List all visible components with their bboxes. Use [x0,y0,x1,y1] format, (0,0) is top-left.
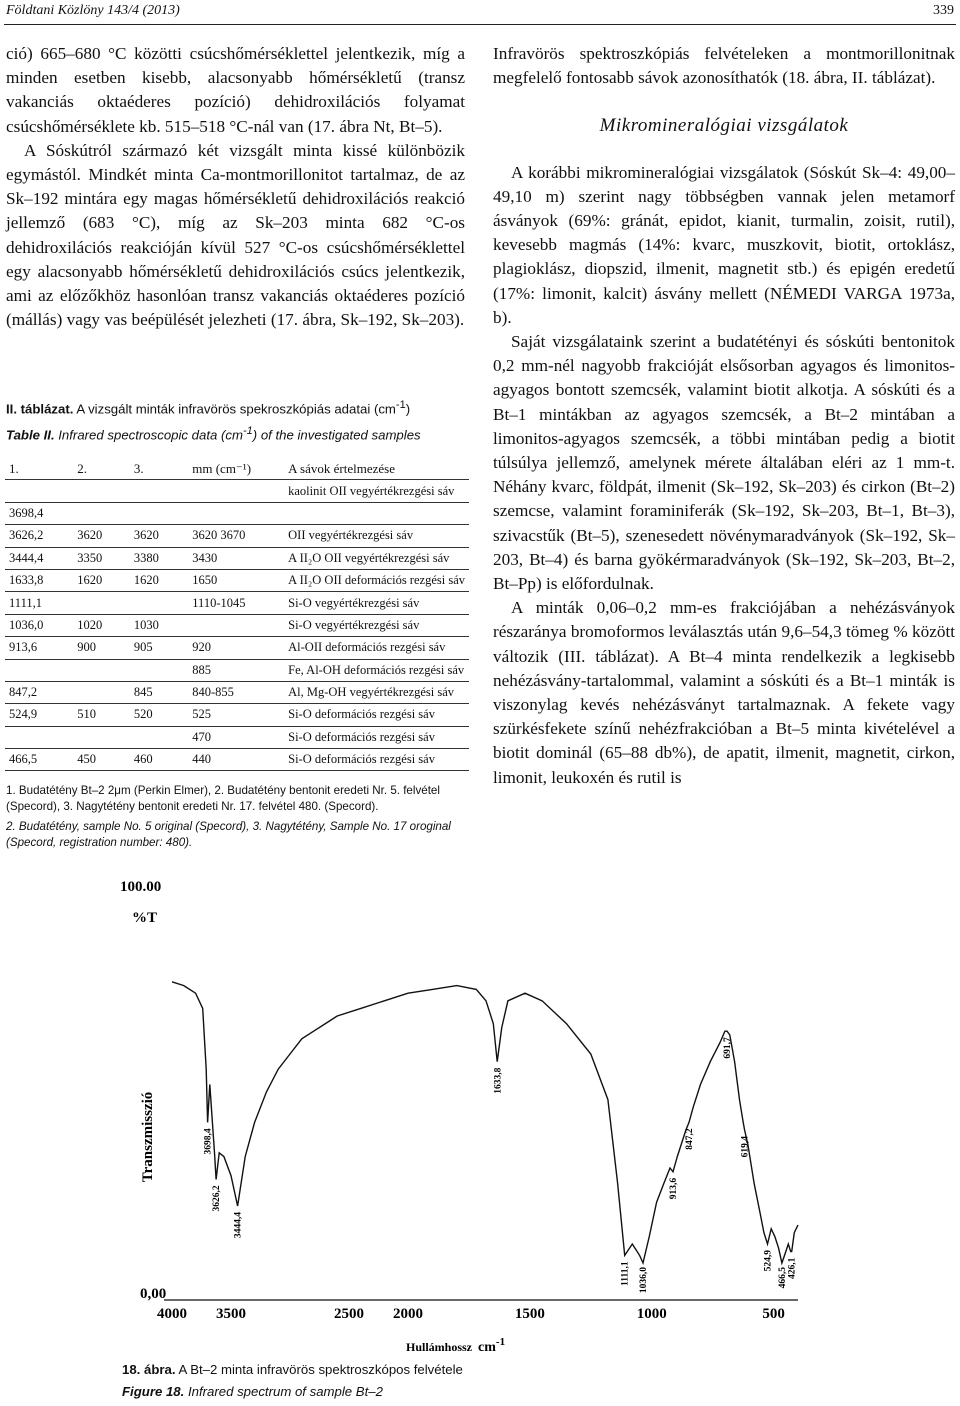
table-cell: 524,9 [5,704,73,726]
table-row [5,726,469,748]
table-cell: 3626,2 [5,525,73,547]
table-cell: 1111,1 [5,592,73,614]
right-paragraph-1: A korábbi mikromineralógiai vizsgálatok (Sóskút Sk–4: 49,00–49,10 m) szerint nagy többségben vannak jelen metamorf ásványok (69%: gránát, epidot, kianit, turmalin, zoisit, rutil), kevesebb magmás (14%: kvarc, muszkovit, biotit, ortoklász, plagioklász, diopszid, ilmenit, magnetit stb.) és epigén eredetű (17%: limonit, kalcit) ásvány mellett (NÉMEDI VARGA 1973a, b). [493,162,955,327]
table-cell: 3620 [130,525,188,547]
table-caption-en-sup: -1 [242,425,253,437]
table-header-row [5,458,469,480]
figure-caption-en-label: Figure 18. [122,1384,185,1399]
right-paragraph-3: A minták 0,06–0,2 mm-es frakciójában a nehézásványok részaránya bromoformos leválasztás után 9,6–54,3 tömeg % között változik (III. táblázat). A Bt–4 minta rendelkezik a legkisebb nehézásvány-tartalommal, valamint a sóskúti és a Bt–1 minták is viszonylag kevés nehézásványt tartalmaznak. A fekete vagy szürkésfekete színű nehézfrakcióban a Bt–5 minta kivételével a biotit dominál (65–88 db%), de apatit, ilmenit, magnetit, cirkon, limonit, leukoxén és rutil is [493,598,955,787]
y-axis-title: Transzmisszió [140,1091,156,1183]
table-cell: 3380 [130,547,188,569]
left-paragraph-2: A Sóskútról származó két vizsgált minta kissé különbözik egymástól. Mindkét minta Ca-montmorillonitot tartalmaz, de az Sk–192 mintára egy magas hőmérsékletű dehidroxilációs reakció jellemző (683 °C), míg az Sk–203 minta 682 °C-os dehidroxilációs reakcióján kívül 527 °C-os csúcshőmérséklettel egy alacsonyabb hőmérsékletű dehidroxilációs csúcs jelentkezik, ami az előzőkhöz hasonlóan transz vakanciás oktaéderes pozíció (mállás) vagy vas beépülését jelezheti (17. ábra, Sk–192, Sk–203). [6,140,465,330]
ir-data-table [5,458,469,771]
table-cell: 840-855 [188,681,284,703]
table-cell [188,480,284,502]
table-cell: Si-O deformációs rezgési sáv [284,749,469,771]
table-cell: 900 [73,637,130,659]
left-column [6,42,465,332]
table-cell: OII vegyértékrezgési sáv [284,525,469,547]
peak-label: 913,6 [668,1177,679,1200]
table-cell: Al, Mg-OH vegyértékrezgési sáv [284,681,469,703]
table-cell: A II₂O OII deformációs rezgési sáv [284,569,469,591]
table-cell: 460 [130,749,188,771]
journal-header: Földtani Közlöny 143/4 (2013) [6,3,180,18]
table-cell: 913,6 [5,637,73,659]
table-cell: kaolinit OII vegyértékrezgési sáv [284,480,469,502]
peak-label: 466,5 [777,1267,788,1289]
figure-caption-hu-text: A Bt–2 minta infravörös spektroszkópos felvétele [175,1362,463,1377]
table-caption-en-end: ) of the investigated samples [252,427,421,443]
table-cell [73,726,130,748]
table-body [5,480,469,771]
table-cell: 847,2 [5,681,73,703]
right-paragraph-2: Saját vizsgálataink szerint a budatétényi és sóskúti bentonitok 0,2 mm-nél nagyobb frakcióját elsősorban agyagos és limonitos-agyagos bontott szemcsék, valamint biotit alkotja. A sóskúti és a Bt–1 mintákban az agyagos szemcsék, a Bt–2 mintában a limonitos-agyagos szemcsék, a többi mintában pedig a biotit túlsúlya jellemző, amelynek mérete általában eléri az 1 mm-t. Néhány kvarc, földpát, ilmenit (Sk–192, Sk–203) és cirkon (Bt–2) szemcse, valamint foraminiferák (Sk–192, Sk–203, Bt–1, Bt–3), szivacstűk (Bt–5), szenesedett növénymaradványok (Sk–192, Sk–203, Bt–4) és barna gyökérmaradványok (Sk–192, Sk–203, Bt–2, Bt–Pp) is előfordulnak. [493,332,955,594]
table-cell [5,659,73,681]
table-cell: 3620 3670 [188,525,284,547]
table-cell: 1650 [188,569,284,591]
table-header-cell: 2. [73,458,130,480]
table-cell: 1620 [130,569,188,591]
table-cell [130,659,188,681]
x-tick-label: 1000 [636,1306,667,1322]
table-cell: 3430 [188,547,284,569]
x-tick-label: 500 [762,1306,785,1322]
y-axis-bottom-label: 0,00 [140,1286,167,1302]
table-row [5,569,469,591]
table-cell: Fe, Al-OH deformációs rezgési sáv [284,659,469,681]
table-cell: 3444,4 [5,547,73,569]
table-cell: 470 [188,726,284,748]
left-paragraph-1: ció) 665–680 °C közötti csúcshőmérséklettel jelentkezik, míg a minden esetben kisebb, alacsonyabb hőmérsékletű (transz vakanciás oktaéderes pozíció) dehidroxilációs folyamat csúcshőmérséklete kb. 515–518 °C-nál van (17. ábra Nt, Bt–5). [6,44,465,136]
table-cell: 510 [73,704,130,726]
peak-label-group [204,1037,798,1293]
right-intro: Infravörös spektroszkópiás felvételeken a montmorillonitnak megfelelő fontosabb sávok azonosíthatók (18. ábra, II. táblázat). [493,44,955,88]
table-cell: 905 [130,637,188,659]
table-caption-hu-label: II. táblázat. [6,401,74,417]
figure-caption-en-text: Infrared spectrum of sample Bt–2 [184,1384,383,1399]
spectrum-series-line [172,982,798,1263]
page-number: 339 [933,3,954,18]
table-cell: 3350 [73,547,130,569]
peak-label: 3626,2 [212,1185,223,1212]
peak-label: 524,9 [763,1250,774,1272]
table-cell: 1030 [130,614,188,636]
table-row [5,749,469,771]
table-cell: 845 [130,681,188,703]
table-row [5,547,469,569]
table-cell [284,502,469,524]
table-cell [73,592,130,614]
table-caption-hu-text: A vizsgált minták infravörös spekroszkópiás adatai (cm [73,401,396,417]
figure-caption-hu-label: 18. ábra. [122,1362,176,1377]
x-tick-group [157,1306,785,1322]
table-cell [188,614,284,636]
table-cell [130,592,188,614]
table-row [5,525,469,547]
table-note-en: 2. Budatétény, sample No. 5 original (Specord), 3. Nagytétény, Sample No. 17 oroginal (Specord, registration number: 480). [6,820,451,850]
table-cell: 1620 [73,569,130,591]
x-tick-label: 2500 [334,1306,364,1322]
table-cell: A II₂O OII vegyértékrezgési sáv [284,547,469,569]
y-axis-unit-label: %T [132,910,158,926]
table-cell [73,681,130,703]
table-cell: 525 [188,704,284,726]
table-caption-en-text: Infrared spectroscopic data (cm [54,427,243,443]
table-cell: 520 [130,704,188,726]
table-cell: 1110-1045 [188,592,284,614]
table-caption-en-label: Table II. [6,427,55,443]
peak-label: 1036,0 [638,1267,649,1294]
x-axis-title [406,1336,505,1355]
table-cell: 1036,0 [5,614,73,636]
table-caption-hu-sup: -1 [395,399,406,411]
table-row [5,502,469,524]
table-cell [5,726,73,748]
table-cell [130,502,188,524]
x-tick-label: 4000 [157,1306,187,1322]
table-cell: Si-O deformációs rezgési sáv [284,726,469,748]
table-caption-hu-end: ) [405,401,411,417]
table-row [5,480,469,502]
figure-caption-en [122,1384,383,1399]
table-cell: 885 [188,659,284,681]
table-cell: Si-O deformációs rezgési sáv [284,704,469,726]
table-caption-hu [6,399,476,416]
table-cell: Si-O vegyértékrezgési sáv [284,592,469,614]
table-cell: 3698,4 [5,502,73,524]
peak-label: 847,2 [684,1128,695,1150]
table-row [5,614,469,636]
peak-label: 1633,8 [493,1067,504,1094]
peak-label: 1111,1 [620,1261,631,1286]
table-row [5,681,469,703]
table-note-hu: 1. Budatétény Bt–2 2μm (Perkin Elmer), 2. Budatétény bentonit eredeti Nr. 5. felvétel (Specord), 3. Nagytétény bentonit eredeti Nr. 17. felvétel 480. (Specord). [6,784,440,814]
table-cell: 440 [188,749,284,771]
table-row [5,704,469,726]
table-cell: 450 [73,749,130,771]
table-cell: Al-OII deformációs rezgési sáv [284,637,469,659]
x-tick-label: 2000 [393,1306,423,1322]
table-cell: 466,5 [5,749,73,771]
table-cell: 3620 [73,525,130,547]
table-cell: 1020 [73,614,130,636]
table-row [5,659,469,681]
table-header-cell: A sávok értelmezése [284,458,469,480]
header-rule [4,24,956,25]
y-axis-top-label: 100.00 [120,879,162,895]
x-tick-label: 3500 [216,1306,246,1322]
table-cell [5,480,73,502]
ir-spectrum-chart [108,872,838,1362]
x-axis-unit-sup: -1 [495,1336,506,1348]
table-cell [188,502,284,524]
table-row [5,592,469,614]
peak-label: 426,1 [787,1257,798,1279]
table-caption-en [6,425,476,442]
table-header-cell: 3. [130,458,188,480]
right-column [493,42,955,790]
figure-caption-hu [122,1362,463,1377]
table-cell [130,480,188,502]
table-cell [130,726,188,748]
x-axis-title-text: Hullámhossz [406,1340,473,1354]
peak-label: 3698,4 [203,1128,214,1155]
section-title: Mikromineralógiai vizsgálatok [599,115,849,137]
table-cell: 1633,8 [5,569,73,591]
peak-label: 3444,4 [233,1212,244,1239]
peak-label: 619,4 [740,1136,751,1158]
table-cell [73,659,130,681]
table-header-cell: 1. [5,458,73,480]
table-header-cell: mm (cm⁻¹) [188,458,284,480]
table-cell: 920 [188,637,284,659]
table-cell: Si-O vegyértékrezgési sáv [284,614,469,636]
x-tick-label: 1500 [514,1306,545,1322]
table-cell [73,480,130,502]
table-cell [73,502,130,524]
peak-label: 691,7 [722,1037,733,1059]
x-axis-unit: cm [478,1340,496,1355]
table-row [5,637,469,659]
